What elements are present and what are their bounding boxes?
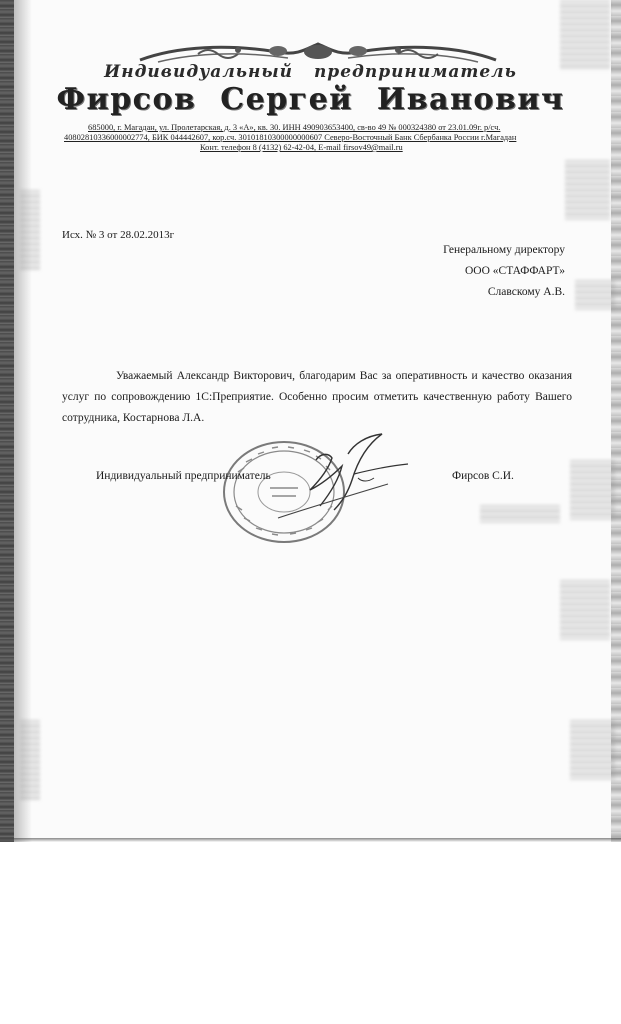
scan-left-edge xyxy=(0,0,14,842)
letterhead-requisites-line-2: 40802810336000002774, БИК 044442607, кор.сч. 30101810300000000607 Северо-Восточный Банк Сбербанка России г.Магадан xyxy=(64,133,517,142)
scan-smudge xyxy=(570,460,615,520)
signer-title: Индивидуальный предприниматель xyxy=(96,470,271,482)
scan-smudge xyxy=(560,0,610,70)
scan-right-edge xyxy=(611,0,621,842)
letterhead-requisites-line-1: 685000, г. Магадан, ул. Пролетарская, д. 3 «А», кв. 30. ИНН 490903653400, св-во 49 № 000324380 от 23.01.09г. р/сч. xyxy=(88,123,501,132)
signer-name: Фирсов С.И. xyxy=(452,470,514,482)
scan-smudge xyxy=(575,280,615,310)
scan-smudge xyxy=(20,720,40,800)
outgoing-reference: Исх. № 3 от 28.02.2013г xyxy=(62,229,175,241)
addressee-name: Славскому А.В. xyxy=(487,286,565,298)
scan-smudge xyxy=(570,720,615,780)
letterhead-role: Индивидуальный предприниматель xyxy=(104,62,517,82)
handwritten-signature xyxy=(258,430,418,525)
scan-smudge xyxy=(20,190,40,270)
blank-area xyxy=(0,842,621,1024)
addressee-company: ООО «СТАФФАРТ» xyxy=(464,265,565,277)
letterhead-name: Фирсов Сергей Иванович xyxy=(56,82,565,117)
scan-smudge xyxy=(480,505,560,523)
letterhead-requisites-line-3: Конт. телефон 8 (4132) 62-42-04, E-mail firsov49@mail.ru xyxy=(200,143,403,152)
scan-left-shadow xyxy=(14,0,32,842)
addressee-position: Генеральному директору xyxy=(443,244,565,256)
letter-body: Уважаемый Александр Викторович, благодарим Вас за оперативность и качество оказания услуг по сопровождению 1С:Преприятие. Особенно просим отметить качественную работу Вашего сотрудника, Костарнова Л.А. xyxy=(62,370,572,424)
scan-smudge xyxy=(560,580,610,640)
scan-smudge xyxy=(565,160,610,220)
